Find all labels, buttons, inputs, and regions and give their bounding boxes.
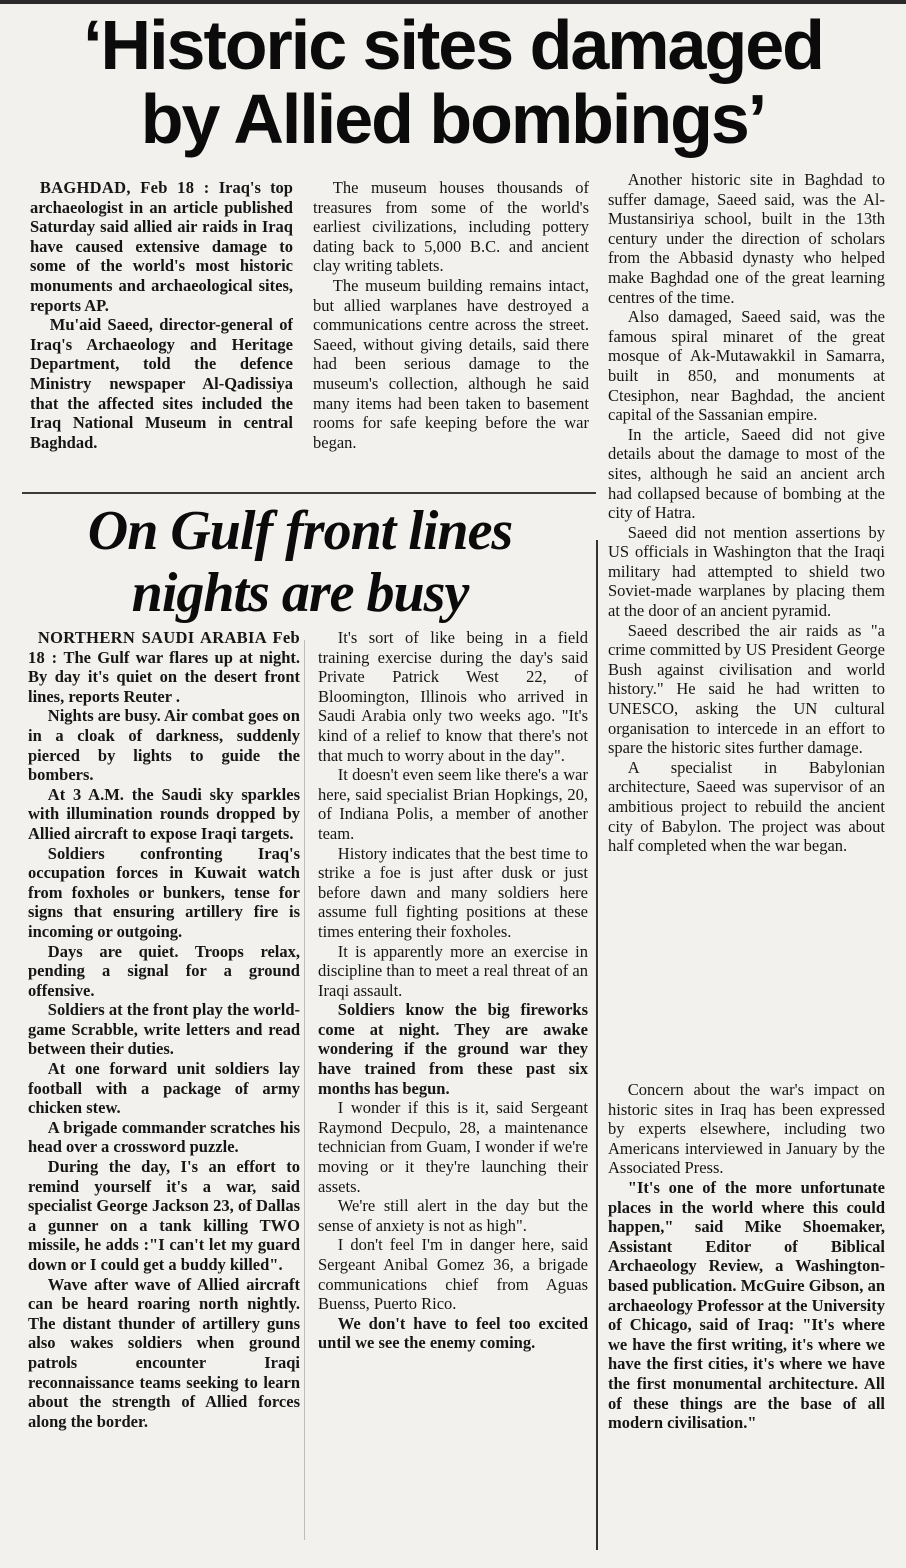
article-1-paragraph-5: Another historic site in Baghdad to suffer damage, Saeed said, was the Al-Mustansiriya school, built in the 13th century under the direction of scholars from the Abbasid dynasty who helped make Baghdad one of the great learning centres of the time.	[608, 170, 885, 307]
article-2-dateline: NORTHERN SAUDI ARABIA Feb 18 :	[28, 628, 300, 667]
article-2-headline	[0, 500, 600, 624]
column-gutter-rule	[304, 640, 305, 1540]
article-2-column-2	[318, 628, 588, 1558]
article-1-paragraph-10: A specialist in Babylonian architecture, Saeed was supervisor of an ambitious project to rebuild the ancient city of Babylon. The project was about half completed when the war began.	[608, 757, 885, 856]
top-border-rule	[0, 0, 906, 4]
article-2-paragraph-6: Soldiers at the front play the world-game Scrabble, write letters and read between their duties.	[28, 1000, 300, 1059]
article-2-headline-line-1: On Gulf front lines	[87, 500, 513, 562]
article-1-paragraph-8: Saeed did not mention assertions by US officials in Washington that the Iraqi military had attempted to shield two Soviet-made warplanes by placing them at the door of an ancient pyramid.	[608, 522, 885, 621]
article-1-paragraph-7: In the article, Saeed did not give details about the damage to most of the sites, although he said an ancient arch had collapsed because of bombing at the city of Hatra.	[608, 424, 885, 523]
article-1-dateline: BAGHDAD, Feb 18 :	[39, 178, 210, 197]
article-2-column-1	[28, 628, 300, 1558]
article-1-paragraph-1	[30, 178, 293, 315]
article-1-column-2	[313, 178, 589, 488]
article-1-paragraph-4: The museum building remains intact, but allied warplanes have destroyed a communications centre across the street. Saeed, without giving details, said there had been serious damage to the museum's collection, although he said many items had been taken to basement rooms for safe keeping before the war began.	[313, 275, 589, 452]
article-2-paragraph-16: I wonder if this is it, said Sergeant Raymond Decpulo, 28, a maintenance technician from Guam, I wonder if we're moving or it they're launching their assets.	[318, 1098, 588, 1196]
article-2-paragraph-14: It is apparently more an exercise in discipline than to meet a real threat of an Iraqi assault.	[318, 941, 588, 1000]
article-2-paragraph-4: Soldiers confronting Iraq's occupation forces in Kuwait watch from foxholes or bunkers, tense for signs that ensuring artillery fire is incoming or outgoing.	[28, 843, 300, 941]
article-1-paragraph-12: "It's one of the more unfortunate places in the world where this could happen," said Mike Shoemaker, Assistant Editor of Biblical Archaeology Review, a Washington-based publication. McGuire Gibson, an archaeology Professor at the University of Chicago, said of Iraq: "It's where we have the first writing, it's where we have the first cities, it's where we have the first monumental architecture. All of these things are the base of all modern civilisation."	[608, 1177, 885, 1433]
article-1-headline	[0, 8, 906, 156]
article-1-column-1	[30, 178, 293, 488]
article-2-paragraph-12: It doesn't even seem like there's a war here, said specialist Brian Hopkings, 20, of Indiana Polis, a member of another team.	[318, 765, 588, 843]
article-2-paragraph-11: It's sort of like being in a field training exercise during the day's said Private Patrick West 22, of Bloomington, Illinois who arrived in Saudi Arabia only two weeks ago. "It's kind of a relief to know that there's not that much to worry about in the day".	[318, 628, 588, 765]
article-divider-rule	[22, 492, 596, 494]
article-2-paragraph-18: I don't feel I'm in danger here, said Sergeant Anibal Gomez 36, a brigade communications chief from Aguas Buenss, Puerto Rico.	[318, 1235, 588, 1314]
article-2-paragraph-15: Soldiers know the big fireworks come at night. They are awake wondering if the ground war they have trained from these past six months has begun.	[318, 1000, 588, 1098]
article-2-paragraph-3: At 3 A.M. the Saudi sky sparkles with illumination rounds dropped by Allied aircraft to expose Iraqi targets.	[28, 784, 300, 843]
article-2-paragraph-1	[28, 628, 300, 706]
article-1-paragraph-9: Saeed described the air raids as "a crime committed by US President George Bush against civilisation and world history." He said he had written to UNESCO, asking the UN cultural organisation to intercede in an effort to spare the historic sites further damage.	[608, 620, 885, 758]
article-2-paragraph-9: During the day, I's an effort to remind yourself it's a war, said specialist George Jackson 23, of Dallas a gunner on a tank killing TWO missile, he adds :"I can't let my guard down or I could get a buddy killed".	[28, 1157, 300, 1274]
article-2-paragraph-17: We're still alert in the day but the sense of anxiety is not as high".	[318, 1196, 588, 1235]
article-2-paragraph-10: Wave after wave of Allied aircraft can be heard roaring north nightly. The distant thunder of artillery guns also wakes soldiers when ground patrols encounter Iraqi reconnaissance teams seeking to learn about the strength of Allied forces along the border.	[28, 1274, 300, 1431]
article-2-paragraph-7: At one forward unit soldiers lay football with a package of army chicken stew.	[28, 1059, 300, 1118]
column-divider-rule	[596, 540, 598, 1550]
article-1-paragraph-6: Also damaged, Saeed said, was the famous spiral minaret of the great mosque of Ak-Mutawakkil in Samarra, built in 850, and monuments at Ctesiphon, near Baghdad, the ancient capital of the Sassanian empire.	[608, 307, 885, 425]
article-1-paragraph-1-text: Iraq's top archaeologist in an article published Saturday said allied air raids in Iraq have caused extensive damage to some of the world's most historic monuments and archaeological sites, reports AP.	[30, 178, 293, 315]
article-2-paragraph-1-text: The Gulf war flares up at night. By day it's quiet on the desert front lines, reports Reuter .	[28, 647, 300, 706]
article-1-paragraph-11: Concern about the war's impact on historic sites in Iraq has been expressed by experts elsewhere, including two Americans interviewed in January by the Associated Press.	[608, 1080, 885, 1178]
article-1-column-3-lower	[608, 1080, 885, 1550]
article-1-headline-line-1: ‘Historic sites damaged	[83, 6, 823, 84]
article-1-paragraph-3: The museum houses thousands of treasures from some of the world's earliest civilizations, including pottery dating back to 5,000 B.C. and ancient clay writing tablets.	[313, 178, 589, 276]
article-2-paragraph-8: A brigade commander scratches his head over a crossword puzzle.	[28, 1117, 300, 1157]
article-2-headline-line-2: nights are busy	[131, 562, 469, 624]
article-2-paragraph-19: We don't have to feel too excited until we see the enemy coming.	[318, 1313, 588, 1353]
article-1-paragraph-2: Mu'aid Saeed, director-general of Iraq's Archaeology and Heritage Department, told the defence Ministry newspaper Al-Qadissiya that the affected sites included the Iraq National Museum in central Baghdad.	[30, 315, 293, 452]
article-2-paragraph-5: Days are quiet. Troops relax, pending a signal for a ground offensive.	[28, 941, 300, 1000]
article-2-paragraph-13: History indicates that the best time to strike a foe is just after dusk or just before dawn and many soldiers here assume full fighting positions at these times entering their foxholes.	[318, 843, 588, 941]
article-2-paragraph-2: Nights are busy. Air combat goes on in a cloak of darkness, suddenly pierced by lights to guide the bombers.	[28, 706, 300, 785]
article-1-headline-line-2: by Allied bombings’	[140, 80, 766, 158]
article-1-column-3	[608, 170, 885, 1070]
